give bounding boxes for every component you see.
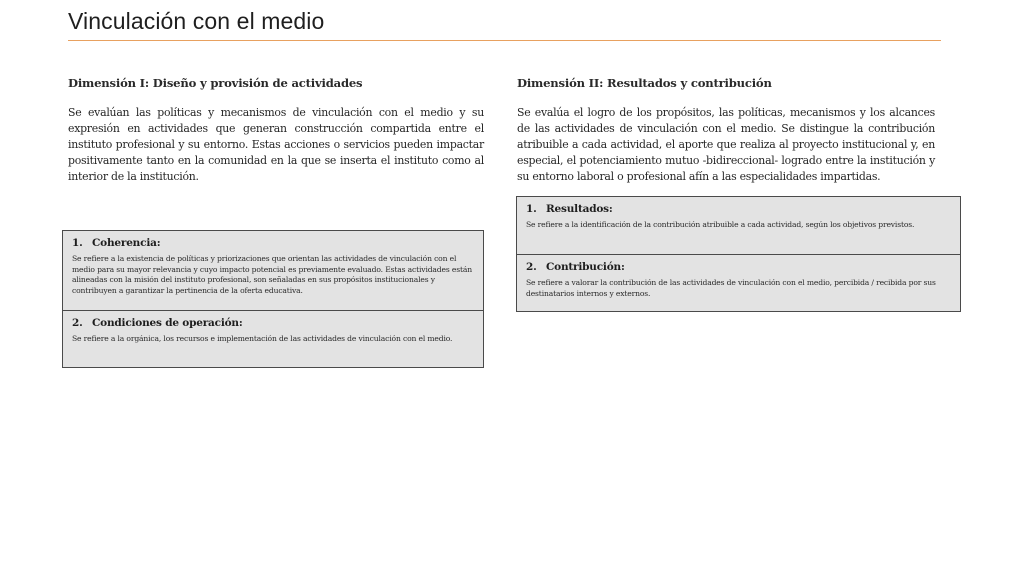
criterion-contribucion [517, 254, 960, 311]
dimension-1-column [68, 76, 484, 185]
criterion-number: 2. [72, 317, 83, 329]
criterion-heading [72, 316, 474, 330]
criterion-heading [526, 260, 951, 274]
criterion-condiciones-operacion [63, 310, 483, 367]
criterion-heading [526, 202, 951, 216]
dimension-1-heading: Dimensión I: Diseño y provisión de actividades [68, 76, 363, 90]
criterion-description: Se refiere a valorar la contribución de las actividades de vinculación con el medio, percibida / recibida por sus destinatarios internos y externos. [526, 278, 936, 298]
criterion-resultados [517, 197, 960, 254]
criterion-title: Resultados: [546, 203, 613, 215]
dimension-2-criteria-box [516, 196, 961, 312]
title-divider [68, 40, 941, 41]
dimension-2-description: Se evalúa el logro de los propósitos, las políticas, mecanismos y los alcances de las actividades de vinculación con el medio. Se distingue la contribución atribuible a cada actividad, el aporte que realiza al proyecto institucional y, en especial, el potenciamiento mutuo -bidireccional- logrado entre la institución y su entorno laboral o profesional afín a las especialidades impartidas. [517, 106, 935, 183]
criterion-number: 1. [72, 237, 83, 249]
dimension-1-description: Se evalúan las políticas y mecanismos de vinculación con el medio y su expresión en actividades que generan construcción compartida entre el instituto profesional y su entorno. Estas acciones o servicios pueden impactar positivamente tanto en la comunidad en la que se inserta el instituto como al interior de la institución. [68, 106, 484, 183]
criterion-number: 2. [526, 261, 537, 273]
slide-title: Vinculación con el medio [68, 8, 325, 34]
criterion-number: 1. [526, 203, 537, 215]
criterion-description: Se refiere a la identificación de la contribución atribuible a cada actividad, según los objetivos previstos. [526, 220, 915, 229]
criterion-description: Se refiere a la existencia de políticas y priorizaciones que orientan las actividades de vinculación con el medio para su mayor relevancia y cuyo impacto potencial es previamente evaluado. Estas actividades están alineadas con la misión del instituto profesional, son señaladas en sus propósitos institucionales y contribuyen a garantizar la pertinencia de la oferta educativa. [72, 254, 472, 295]
criterion-title: Condiciones de operación: [92, 317, 243, 329]
criterion-title: Contribución: [546, 261, 625, 273]
dimension-2-column [517, 76, 935, 185]
criterion-coherencia [63, 231, 483, 310]
criterion-description: Se refiere a la orgánica, los recursos e implementación de las actividades de vinculación con el medio. [72, 334, 453, 343]
criterion-title: Coherencia: [92, 237, 161, 249]
dimension-2-heading: Dimensión II: Resultados y contribución [517, 76, 772, 90]
criterion-heading [72, 236, 474, 250]
dimension-1-criteria-box [62, 230, 484, 368]
